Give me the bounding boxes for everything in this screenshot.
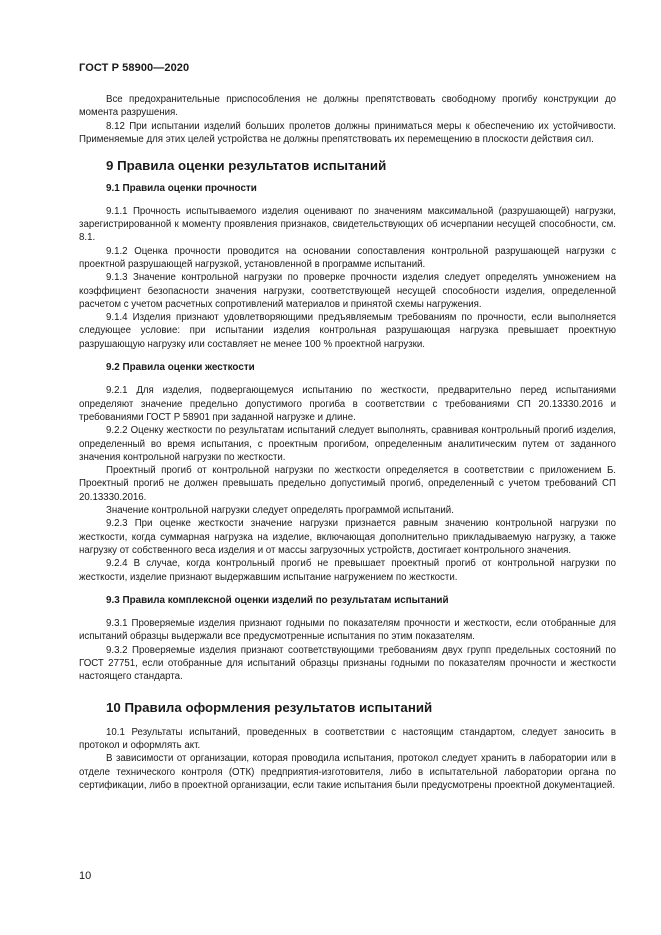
document-header: ГОСТ Р 58900—2020 bbox=[79, 62, 190, 74]
paragraph: Проектный прогиб от контрольной нагрузки по жесткости определяется в соответствии с приложением Б. Проектный прогиб не должен превышать предельно допустимый прогиб, определенный с учетом требований СП 20.13330.2016. bbox=[79, 465, 616, 503]
paragraph: 9.2.1 Для изделия, подвергающемуся испытанию по жесткости, предварительно перед испытаниями определяют значение предельно допустимого прогиба в соответствии с требованиями СП 20.13330.2016 и требованиями ГОСТ Р 58901 при заданной нагрузке и длине. bbox=[79, 385, 616, 423]
paragraph: В зависимости от организации, которая проводила испытания, протокол следует хранить в лаборатории или в отделе технического контроля (ОТК) предприятия-изготовителя, либо в испытательной лаборатории органа по сертификации, либо в проектной организации, если такие испытания были предусмотрены проектной документацией. bbox=[79, 753, 616, 792]
document-body bbox=[79, 93, 616, 792]
paragraph: 9.1.1 Прочность испытываемого изделия оценивают по значениям максимальной (разрушающей) нагрузки, зарегистрированной к моменту проявления признаков, свидетельствующих об исчерпании несущей способности, см. 8.1. bbox=[79, 205, 616, 244]
page-number: 10 bbox=[79, 870, 92, 882]
section-10-heading: 10 Правила оформления результатов испытаний bbox=[106, 699, 433, 715]
paragraph: 8.12 При испытании изделий больших пролетов должны приниматься меры к обеспечению их устойчивости. Применяемые для этих целей устройства не должны препятствовать их перемещению в плоскости действия сил. bbox=[79, 120, 616, 145]
paragraph: 9.1.2 Оценка прочности проводится на основании сопоставления контрольной разрушающей нагрузки с проектной разрушающей нагрузкой, установленной в программе испытаний. bbox=[79, 245, 616, 270]
subsection-9-1-heading: 9.1 Правила оценки прочности bbox=[106, 183, 257, 195]
paragraph: 9.1.4 Изделия признают удовлетворяющими предъявляемым требованиям по прочности, если выполняется следующее условие: при испытании изделия контрольная разрушающая нагрузка превышает проектную разрушающую нагрузку или составляет не менее 100 % проектной нагрузки. bbox=[79, 312, 616, 350]
section-9-heading: 9 Правила оценки результатов испытаний bbox=[106, 158, 387, 174]
paragraph: 9.2.2 Оценку жесткости по результатам испытаний следует выполнять, сравнивая контрольный прогиб изделия, определенный во время испытания, с проектным прогибом, определенным аналитическим путем от заданного значения контрольной нагрузки по жесткости. bbox=[79, 425, 616, 463]
paragraph: 9.1.3 Значение контрольной нагрузки по проверке прочности изделия следует определять умножением на коэффициент безопасности значения нагрузки, соответствующей несущей способности изделия, определенной расчетом с учетом расчетных сопротивлений материалов и принятой схемы нагружения. bbox=[79, 272, 616, 310]
paragraph: 9.2.3 При оценке жесткости значение нагрузки признается равным значению контрольной нагрузки по жесткости, когда суммарная нагрузка на изделие, включающая дополнительно прикладываемую нагрузку, а также нагрузку от собственного веса изделия и от массы загрузочных устройств, достигает контрольного значения. bbox=[79, 518, 616, 556]
paragraph: 9.3.2 Проверяемые изделия признают соответствующими требованиям двух групп предельных состояний по ГОСТ 27751, если отобранные для испытаний образцы признаны годными по показателям прочности и жесткости настоящего стандарта. bbox=[79, 644, 616, 683]
paragraph: 9.2.4 В случае, когда контрольный прогиб не превышает проектный прогиб от контрольной нагрузки по жесткости, изделие признают выдержавшим испытание нагружением по жесткости. bbox=[79, 558, 616, 583]
paragraph: 10.1 Результаты испытаний, проведенных в соответствии с настоящим стандартом, следует заносить в протокол и оформлять акт. bbox=[79, 726, 616, 752]
paragraph: 9.3.1 Проверяемые изделия признают годными по показателям прочности и жесткости, если отобранные для испытаний образцы выдержали все предусмотренные испытания по этим показателям. bbox=[79, 618, 616, 643]
subsection-9-3-heading: 9.3 Правила комплексной оценки изделий по результатам испытаний bbox=[106, 594, 449, 606]
paragraph: Все предохранительные приспособления не должны препятствовать свободному прогибу конструкции до момента разрушения. bbox=[79, 94, 616, 119]
paragraph: Значение контрольной нагрузки следует определять программой испытаний. bbox=[106, 505, 454, 517]
subsection-9-2-heading: 9.2 Правила оценки жесткости bbox=[106, 362, 255, 374]
